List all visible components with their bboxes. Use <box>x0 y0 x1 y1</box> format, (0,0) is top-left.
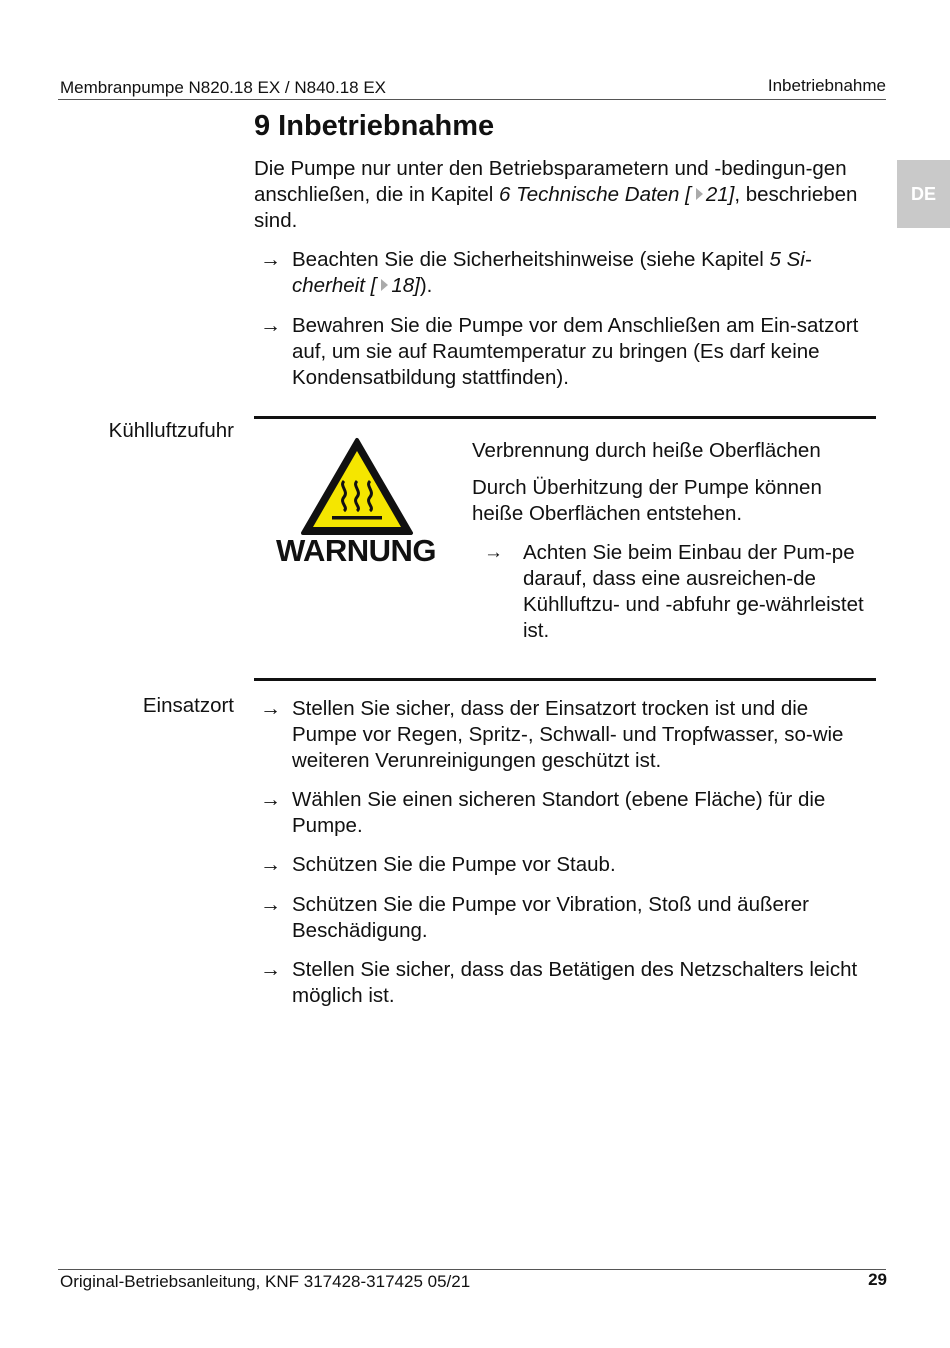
list-item <box>254 852 876 878</box>
side-label-cooling: Kühlluftzufuhr <box>108 419 234 442</box>
list-item-text <box>292 247 876 299</box>
arrow-right-icon: → <box>260 788 281 811</box>
hot-surface-warning-icon <box>300 437 414 542</box>
warning-title: Verbrennung durch heiße Oberflächen <box>472 439 821 462</box>
header-section-title: Inbetriebnahme <box>767 76 886 95</box>
side-label-site: Einsatzort <box>142 694 234 717</box>
footer-divider <box>58 1269 886 1270</box>
arrow-right-icon: → <box>260 248 281 271</box>
list-item-text: Stellen Sie sicher, dass der Einsatzort trocken ist und die Pumpe vor Regen, Spritz-, Schwall- und Tropfwasser, so-wie weiteren Verunreinigungen geschützt ist. <box>292 697 844 772</box>
list-item-text: Wählen Sie einen sicheren Standort (ebene Fläche) für die Pumpe. <box>292 788 826 837</box>
intro-paragraph <box>254 156 876 234</box>
list-item-text: Schützen Sie die Pumpe vor Staub. <box>292 853 616 876</box>
arrow-right-icon: → <box>260 958 281 981</box>
intro-text-after: , beschrieben sind. <box>254 183 858 232</box>
list-item <box>254 957 876 1009</box>
arrow-right-icon: → <box>260 314 281 337</box>
page-reference-icon <box>381 279 388 291</box>
header-divider <box>58 99 886 100</box>
arrow-right-icon: → <box>260 697 281 720</box>
intro-ref-label: 6 Technische Daten [ <box>499 183 691 206</box>
page-reference-icon <box>696 188 703 200</box>
header-document-title: Membranpumpe N820.18 EX / N840.18 EX <box>60 78 387 97</box>
warning-action <box>472 540 876 644</box>
footer-document-reference: Original-Betriebsanleitung, KNF 317428-317425 05/21 <box>60 1272 471 1291</box>
language-tab: DE <box>897 160 950 228</box>
list-item <box>254 247 876 299</box>
list-item-text: Stellen Sie sicher, dass das Betätigen des Netzschalters leicht möglich ist. <box>292 958 858 1007</box>
arrow-right-icon: → <box>484 542 503 563</box>
warning-signal-word: WARNUNG <box>275 533 437 568</box>
warning-bottom-divider <box>254 678 876 681</box>
intro-ref-page: 21] <box>705 183 735 206</box>
list-item <box>254 892 876 944</box>
intro-text-before: Die Pumpe nur unter den Betriebsparametern und -bedingun-gen anschließen, die in Kapitel <box>254 157 847 206</box>
list-item <box>254 313 876 391</box>
list-item <box>254 787 876 839</box>
list-item-text: Bewahren Sie die Pumpe vor dem Anschließen am Ein-satzort auf, um sie auf Raumtemperatur zu bringen (Es darf keine Kondensatbildung stattfinden). <box>292 314 859 389</box>
arrow-right-icon: → <box>260 853 281 876</box>
warning-action-text: Achten Sie beim Einbau der Pum-pe darauf, dass eine ausreichen-de Kühlluftzu- und -abfuhr ge-währleistet ist. <box>523 541 864 642</box>
arrow-right-icon: → <box>260 893 281 916</box>
safety-ref-page: 18] <box>391 274 420 297</box>
intro-reference <box>499 183 734 206</box>
warning-top-divider <box>254 416 876 419</box>
list-item-text: Schützen Sie die Pumpe vor Vibration, Stoß und äußerer Beschädigung. <box>292 893 809 942</box>
safety-ref-label: 5 Si-cherheit [ <box>292 248 812 297</box>
chapter-title: 9 Inbetriebnahme <box>254 110 495 142</box>
page-number: 29 <box>868 1270 887 1289</box>
list-item-text-before: Beachten Sie die Sicherheitshinweise (siehe Kapitel <box>292 248 770 271</box>
warning-description: Durch Überhitzung der Pumpe können heiße Oberflächen entstehen. <box>472 476 822 525</box>
list-item <box>254 696 876 774</box>
list-item-text-after: ). <box>419 274 433 297</box>
